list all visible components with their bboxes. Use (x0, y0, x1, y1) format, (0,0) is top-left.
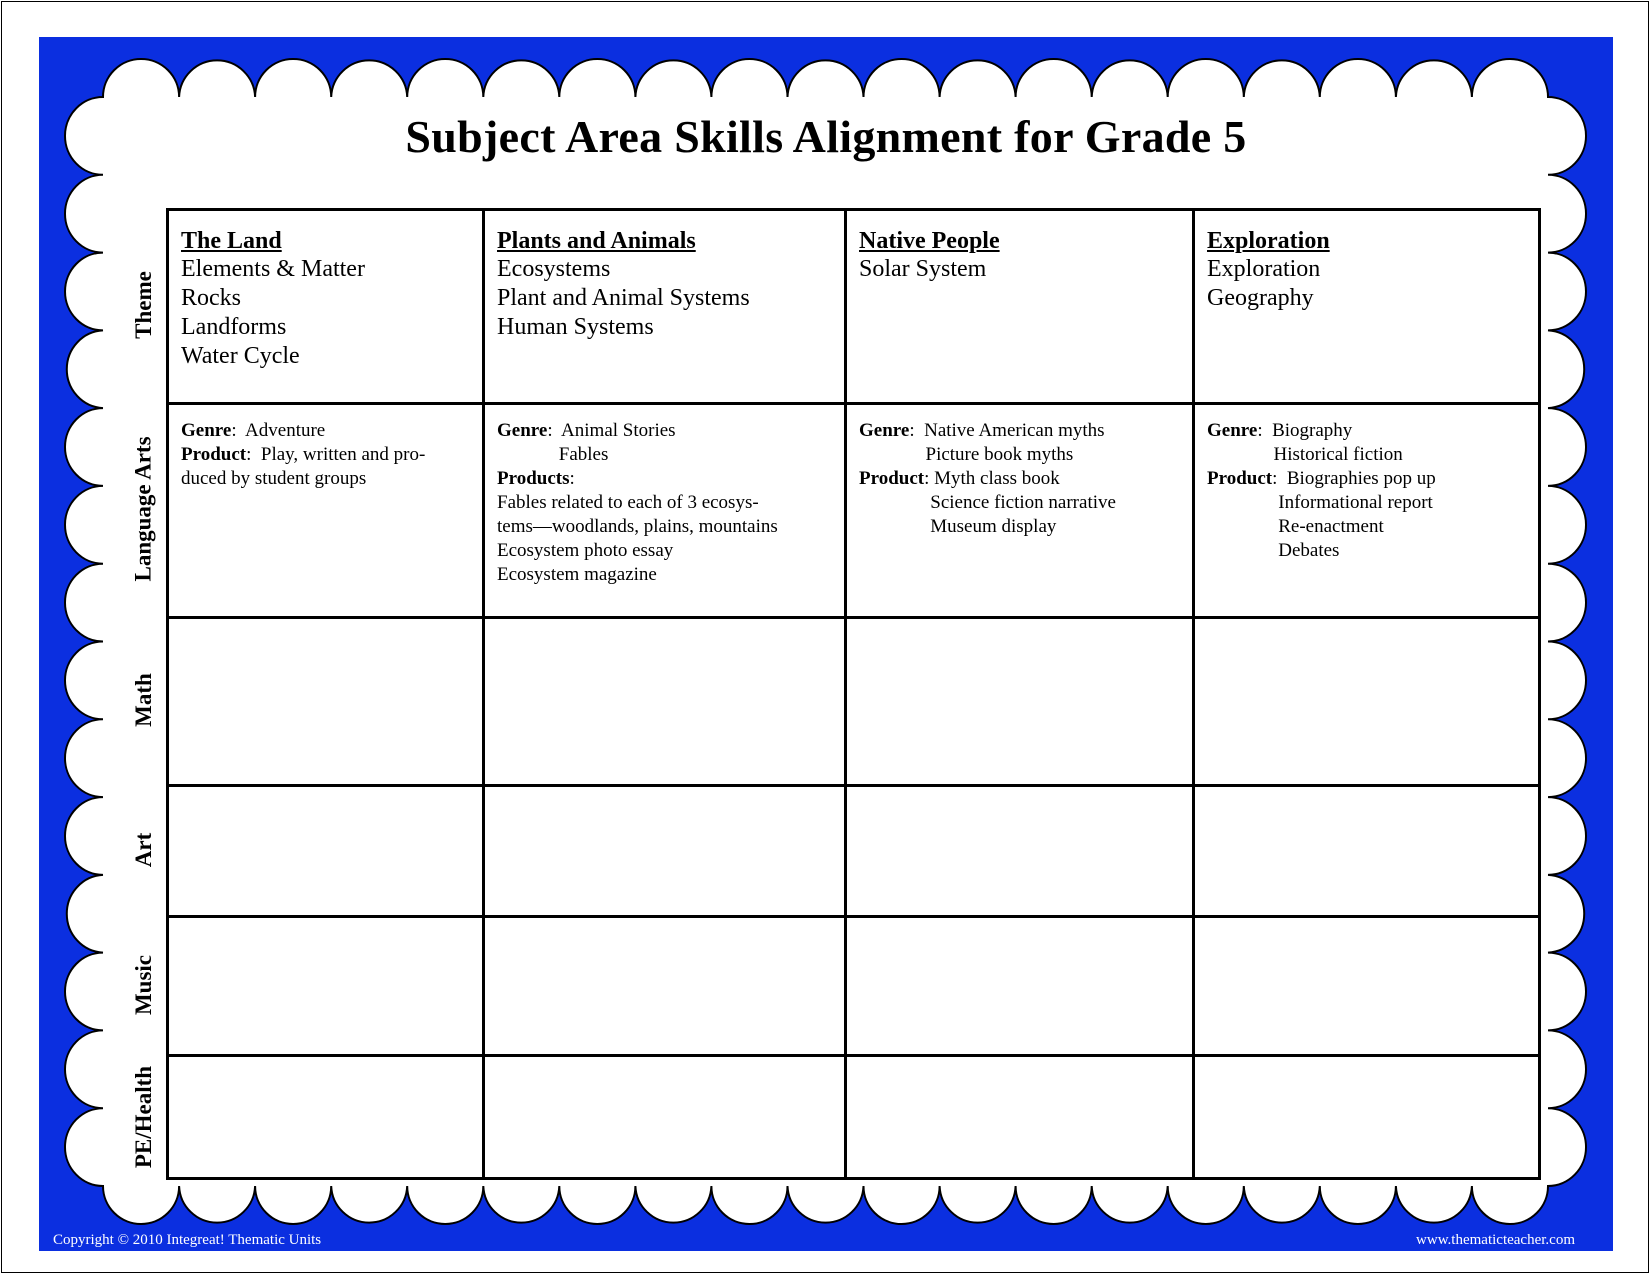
language-arts-line (859, 467, 1180, 491)
theme-item: Human Systems (497, 314, 654, 340)
language-arts-line (859, 491, 1180, 515)
page-title: Subject Area Skills Alignment for Grade 5 (405, 111, 1247, 162)
pe-health-cell[interactable] (1195, 1057, 1538, 1177)
language-arts-label: Genre (181, 420, 232, 441)
language-arts-text: Fables related to each of 3 ecosys- (497, 492, 759, 513)
row-label-theme (124, 208, 164, 402)
pe-health-cell[interactable] (847, 1057, 1195, 1177)
alignment-table (166, 208, 1541, 1180)
row-label-math (124, 616, 164, 784)
language-arts-text: Historical fiction (1207, 444, 1403, 465)
pe-health-cell[interactable] (169, 1057, 485, 1177)
language-arts-line (859, 515, 1180, 539)
row-label-text: Art (130, 832, 156, 867)
language-arts-text: : Play, written and pro- (246, 444, 426, 465)
row-label-pe-health (124, 1054, 164, 1180)
language-arts-label: Products (497, 468, 570, 489)
theme-cell (485, 211, 847, 405)
language-arts-line (859, 443, 1180, 467)
language-arts-line (1207, 491, 1526, 515)
theme-item: Solar System (859, 256, 987, 282)
language-arts-line (497, 491, 832, 515)
theme-item: Geography (1207, 285, 1314, 311)
theme-item: Water Cycle (181, 343, 300, 369)
language-arts-text: Museum display (859, 516, 1057, 537)
language-arts-line (1207, 443, 1526, 467)
math-cell[interactable] (1195, 619, 1538, 787)
music-cell[interactable] (169, 918, 485, 1057)
language-arts-text: tems—woodlands, plains, mountains (497, 516, 778, 537)
language-arts-line (1207, 467, 1526, 491)
theme-item: Rocks (181, 285, 241, 311)
theme-heading: The Land (181, 228, 282, 254)
art-cell[interactable] (485, 787, 847, 918)
language-arts-line (1207, 515, 1526, 539)
language-arts-line (497, 443, 832, 467)
theme-item: Plant and Animal Systems (497, 285, 750, 311)
language-arts-line (859, 419, 1180, 443)
language-arts-text: : Adventure (231, 420, 326, 441)
music-cell[interactable] (847, 918, 1195, 1057)
language-arts-text: Re-enactment (1207, 516, 1384, 537)
math-cell[interactable] (169, 619, 485, 787)
language-arts-text: : Biography (1257, 420, 1353, 441)
row-label-text: Theme (131, 271, 156, 339)
language-arts-text: Science fiction narrative (859, 492, 1116, 513)
language-arts-line (1207, 419, 1526, 443)
math-cell[interactable] (847, 619, 1195, 787)
website-link[interactable]: www.thematicteacher.com (1416, 1232, 1575, 1248)
language-arts-line (181, 419, 470, 443)
pe-health-cell[interactable] (485, 1057, 847, 1177)
theme-item: Ecosystems (497, 256, 611, 282)
language-arts-text: : Myth class book (924, 468, 1060, 489)
language-arts-line (497, 467, 832, 491)
theme-heading: Plants and Animals (497, 228, 696, 254)
language-arts-text: : (569, 468, 575, 489)
language-arts-line (497, 515, 832, 539)
theme-item: Exploration (1207, 256, 1321, 282)
theme-cell (169, 211, 485, 405)
music-cell[interactable] (485, 918, 847, 1057)
language-arts-cell (485, 405, 847, 619)
language-arts-label: Product (1207, 468, 1273, 489)
row-label-text: Music (131, 954, 156, 1015)
music-cell[interactable] (1195, 918, 1538, 1057)
math-cell[interactable] (485, 619, 847, 787)
language-arts-label: Product (181, 444, 247, 465)
language-arts-line (497, 419, 832, 443)
theme-heading: Native People (859, 228, 1000, 254)
language-arts-cell (1195, 405, 1538, 619)
language-arts-line (181, 467, 470, 491)
row-label-language-arts (124, 402, 164, 616)
language-arts-text: : Animal Stories (547, 420, 676, 441)
row-label-music (124, 915, 164, 1054)
language-arts-cell (169, 405, 485, 619)
language-arts-text: Ecosystem photo essay (497, 540, 674, 561)
theme-item: Landforms (181, 314, 287, 340)
theme-cell (1195, 211, 1538, 405)
language-arts-cell (847, 405, 1195, 619)
language-arts-text: Picture book myths (859, 444, 1074, 465)
row-label-text: Language Arts (131, 436, 157, 582)
row-label-art (124, 784, 164, 915)
language-arts-label: Genre (497, 420, 548, 441)
language-arts-label: Product (859, 468, 925, 489)
language-arts-label: Genre (859, 420, 910, 441)
art-cell[interactable] (1195, 787, 1538, 918)
row-label-text: PE/Health (131, 1065, 157, 1169)
language-arts-text: Fables (497, 444, 609, 465)
art-cell[interactable] (169, 787, 485, 918)
row-label-text: Math (131, 673, 157, 727)
language-arts-text: Ecosystem magazine (497, 564, 657, 585)
art-cell[interactable] (847, 787, 1195, 918)
language-arts-line (1207, 539, 1526, 563)
language-arts-text: Informational report (1207, 492, 1433, 513)
language-arts-text: duced by student groups (181, 468, 367, 489)
language-arts-text: Debates (1207, 540, 1340, 561)
language-arts-line (497, 563, 832, 587)
copyright-text: Copyright © 2010 Integreat! Thematic Units (53, 1232, 322, 1248)
language-arts-line (181, 443, 470, 467)
language-arts-text: : Biographies pop up (1272, 468, 1436, 489)
language-arts-line (497, 539, 832, 563)
theme-cell (847, 211, 1195, 405)
theme-heading: Exploration (1207, 228, 1330, 254)
language-arts-text: : Native American myths (909, 420, 1105, 441)
language-arts-label: Genre (1207, 420, 1258, 441)
theme-item: Elements & Matter (181, 256, 365, 282)
